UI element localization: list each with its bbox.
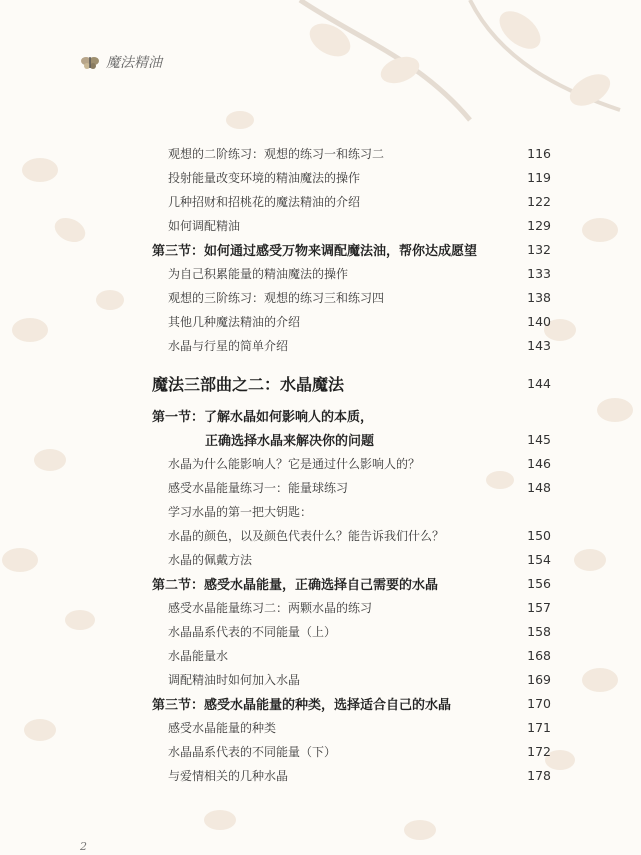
toc-entry <box>0 477 641 497</box>
toc-entry-page: 172 <box>527 743 551 759</box>
toc-entry-page: 143 <box>527 337 551 353</box>
toc-entry-title: 为自己积累能量的精油魔法的操作 <box>168 266 349 281</box>
toc-entry-title: 如何调配精油 <box>168 218 241 233</box>
toc-entry-title: 观想的三阶练习：观想的练习三和练习四 <box>168 290 385 305</box>
toc-entry-title: 感受水晶能量的种类 <box>168 720 277 735</box>
toc-entry-title: 水晶能量水 <box>168 648 229 663</box>
toc-entry-title: 第一节：了解水晶如何影响人的本质， <box>152 409 374 425</box>
toc-entry <box>0 429 641 449</box>
toc-entry-title: 学习水晶的第一把大钥匙： <box>168 504 313 519</box>
toc-entry-page: 138 <box>527 289 551 305</box>
toc-entry-title: 第三节：感受水晶能量的种类，选择适合自己的水晶 <box>152 697 452 713</box>
toc-entry-page: 145 <box>527 431 551 447</box>
toc-entry-page: 144 <box>527 375 551 391</box>
toc-entry <box>0 143 641 163</box>
toc-entry <box>0 717 641 737</box>
toc-entry-page: 122 <box>527 193 551 209</box>
toc-entry <box>0 215 641 235</box>
toc-entry <box>0 167 641 187</box>
toc-entry-page: 168 <box>527 647 551 663</box>
toc-entry <box>0 597 641 617</box>
toc-entry-page: 129 <box>527 217 551 233</box>
toc-entry-page: 119 <box>527 169 551 185</box>
toc-entry-title: 魔法三部曲之二：水晶魔法 <box>152 374 345 394</box>
toc-entry <box>0 335 641 355</box>
page-number: 2 <box>80 840 87 853</box>
toc-entry-title: 感受水晶能量练习二：两颗水晶的练习 <box>168 600 373 615</box>
toc-entry <box>0 669 641 689</box>
toc-entry-title: 观想的二阶练习：观想的练习一和练习二 <box>168 146 385 161</box>
toc-entry-title: 水晶的佩戴方法 <box>168 552 253 567</box>
toc-entry <box>0 573 641 593</box>
toc-entry-page: 158 <box>527 623 551 639</box>
toc-entry-title: 水晶晶系代表的不同能量（下） <box>168 744 337 759</box>
toc-entry-page: 116 <box>527 145 551 161</box>
toc-entry-page: 150 <box>527 527 551 543</box>
toc-entry <box>0 525 641 545</box>
toc-entry-page: 169 <box>527 671 551 687</box>
toc-entry-title: 水晶晶系代表的不同能量（上） <box>168 624 337 639</box>
toc-entry <box>0 549 641 569</box>
toc-entry-title: 水晶为什么能影响人？它是通过什么影响人的？ <box>168 456 421 471</box>
toc-entry <box>0 311 641 331</box>
toc-entry-title: 正确选择水晶来解决你的问题 <box>205 433 375 449</box>
toc-entry <box>0 453 641 473</box>
toc-entry-page: 170 <box>527 695 551 711</box>
toc-entry-title: 第二节：感受水晶能量，正确选择自己需要的水晶 <box>152 577 439 593</box>
toc-entry-page: 133 <box>527 265 551 281</box>
toc-entry-title: 感受水晶能量练习一：能量球练习 <box>168 480 349 495</box>
toc-entry-page: 178 <box>527 767 551 783</box>
toc-entry <box>0 621 641 641</box>
toc-entry-title: 水晶与行星的简单介绍 <box>168 338 289 353</box>
toc-entry <box>0 405 641 425</box>
toc-entry <box>0 287 641 307</box>
toc-entry <box>0 263 641 283</box>
toc-entry <box>0 741 641 761</box>
toc-entry <box>0 191 641 211</box>
header-title: 魔法精油 <box>106 55 162 71</box>
toc-entry-page: 148 <box>527 479 551 495</box>
toc-entry <box>0 765 641 785</box>
toc-entry <box>0 645 641 665</box>
toc-entry <box>0 373 641 393</box>
toc-entry-page: 140 <box>527 313 551 329</box>
toc-entry-page: 171 <box>527 719 551 735</box>
toc-entry-title: 与爱情相关的几种水晶 <box>168 768 289 783</box>
toc-entry-page: 154 <box>527 551 551 567</box>
toc-entry-title: 几种招财和招桃花的魔法精油的介绍 <box>168 194 361 209</box>
toc-entry-title: 第三节：如何通过感受万物来调配魔法油，帮你达成愿望 <box>152 243 478 259</box>
toc-entry-title: 其他几种魔法精油的介绍 <box>168 314 301 329</box>
toc-entry <box>0 239 641 259</box>
toc-entry <box>0 501 641 521</box>
toc-entry-title: 水晶的颜色，以及颜色代表什么？能告诉我们什么？ <box>168 528 445 543</box>
toc-entry-title: 调配精油时如何加入水晶 <box>168 672 301 687</box>
toc-entry <box>0 693 641 713</box>
toc-entry-page: 157 <box>527 599 551 615</box>
toc-entry-page: 156 <box>527 575 551 591</box>
toc-entry-page: 132 <box>527 241 551 257</box>
toc-entry-page: 146 <box>527 455 551 471</box>
toc-entry-title: 投射能量改变环境的精油魔法的操作 <box>168 170 361 185</box>
